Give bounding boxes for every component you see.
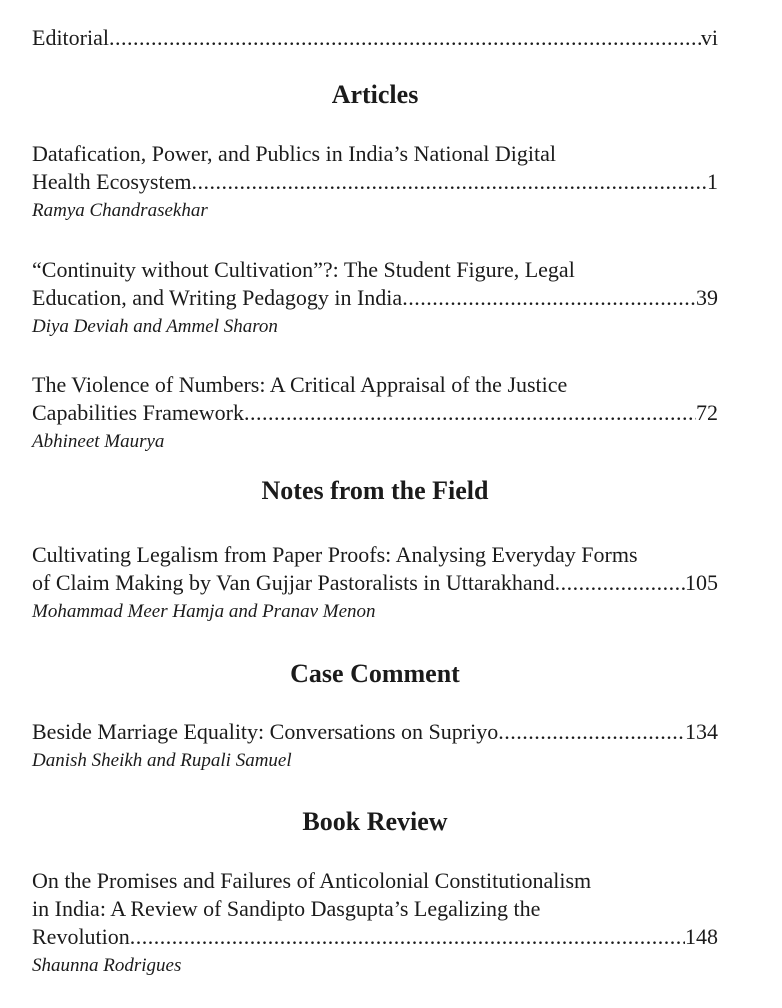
toc-leader-line xyxy=(32,399,718,427)
toc-entry-case-comment-1[interactable] xyxy=(32,718,718,775)
entry-title-line: Datafication, Power, and Publics in India’s National Digital xyxy=(32,141,556,166)
entry-author: Danish Sheikh and Rupali Samuel xyxy=(32,750,292,771)
toc-leader-line xyxy=(32,569,718,597)
toc-entry-article-1[interactable] xyxy=(32,140,718,225)
page-number: 72 xyxy=(696,400,718,425)
dot-leader xyxy=(555,569,685,597)
section-heading-case-comment: Case Comment xyxy=(290,659,460,688)
page-number: 134 xyxy=(685,719,718,744)
entry-title-line: Capabilities Framework xyxy=(32,400,245,425)
toc-leader-line xyxy=(32,923,718,951)
toc-leader-line xyxy=(32,24,718,52)
page-number: 105 xyxy=(685,570,718,595)
entry-title-line: in India: A Review of Sandipto Dasgupta’s Legalizing the xyxy=(32,896,541,921)
page-number: 39 xyxy=(696,285,718,310)
toc-leader-line xyxy=(32,284,718,312)
entry-title-line: “Continuity without Cultivation”?: The Student Figure, Legal xyxy=(32,257,575,282)
dot-leader xyxy=(191,168,707,196)
page-number: 1 xyxy=(707,169,718,194)
entry-title-line: Beside Marriage Equality: Conversations on Supriyo xyxy=(32,719,499,744)
entry-title-line: Health Ecosystem xyxy=(32,169,192,194)
toc-entry-book-review-1[interactable] xyxy=(32,867,718,980)
toc-entry-article-2[interactable] xyxy=(32,256,718,341)
toc-entry-editorial[interactable] xyxy=(32,24,718,52)
entry-author: Diya Deviah and Ammel Sharon xyxy=(32,316,278,337)
section-heading-articles: Articles xyxy=(331,80,419,109)
dot-leader xyxy=(402,284,696,312)
toc-leader-line xyxy=(32,168,718,196)
section-heading-notes-from-the-field: Notes from the Field xyxy=(261,476,489,505)
entry-title: Editorial xyxy=(32,25,109,50)
section-heading-book-review: Book Review xyxy=(302,807,448,836)
entry-title-line: Revolution xyxy=(32,924,130,949)
entry-author: Ramya Chandrasekhar xyxy=(32,200,208,221)
toc-leader-line xyxy=(32,718,718,746)
toc-entry-note-1[interactable] xyxy=(32,541,718,626)
entry-title-line: Cultivating Legalism from Paper Proofs: Analysing Everyday Forms xyxy=(32,542,638,567)
toc-entry-article-3[interactable] xyxy=(32,371,718,456)
entry-author: Shaunna Rodrigues xyxy=(32,955,182,976)
page-number: 148 xyxy=(685,924,718,949)
dot-leader xyxy=(498,718,685,746)
page-number: vi xyxy=(700,25,718,50)
dot-leader xyxy=(109,24,701,52)
entry-title-line: On the Promises and Failures of Anticolonial Constitutionalism xyxy=(32,868,592,893)
dot-leader xyxy=(244,399,696,427)
entry-author: Abhineet Maurya xyxy=(32,431,165,452)
dot-leader xyxy=(130,923,685,951)
entry-title-line: of Claim Making by Van Gujjar Pastoralists in Uttarakhand xyxy=(32,570,555,595)
entry-title-line: The Violence of Numbers: A Critical Appraisal of the Justice xyxy=(32,372,568,397)
entry-title-line: Education, and Writing Pedagogy in India xyxy=(32,285,403,310)
entry-author: Mohammad Meer Hamja and Pranav Menon xyxy=(32,601,376,622)
